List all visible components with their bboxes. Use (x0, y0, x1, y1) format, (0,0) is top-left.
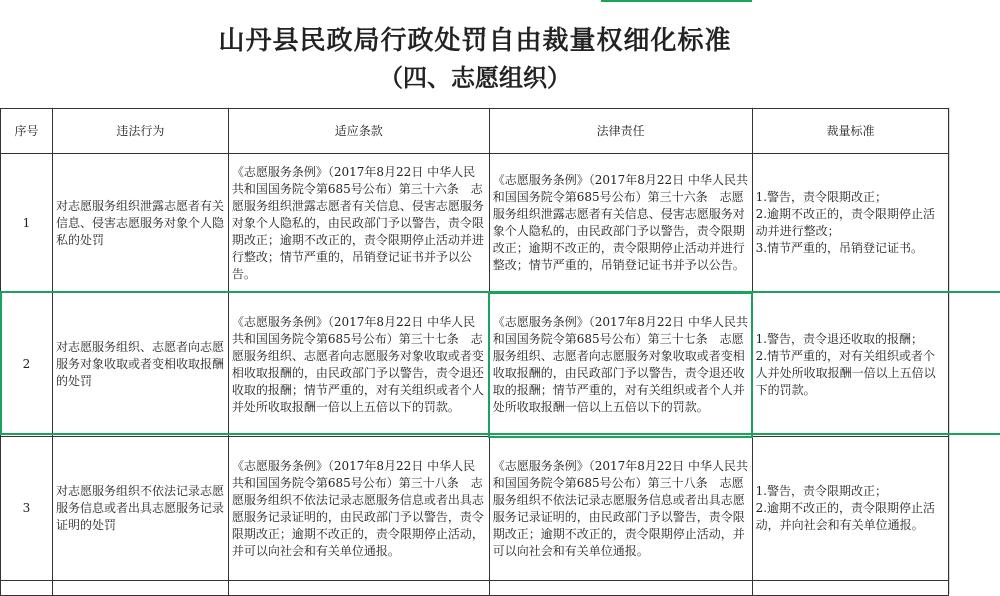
behavior-cell[interactable]: 对志愿服务组织、志愿者向志愿服务对象收取或者变相收取报酬的处罚 (52, 293, 228, 437)
clause-cell[interactable]: 《志愿服务条例》（2017年8月22日 中华人民共和国国务院令第685号公布）第三十七条 志愿服务组织、志愿者向志愿服务对象收取或者变相收取报酬的，由民政部门予以警告，责令退还收取的报酬；情节严重的，对有关组织或者个人并处所收取报酬一倍以上五倍以下的罚款。 (228, 293, 489, 437)
empty-cell[interactable] (52, 581, 228, 596)
empty-cell[interactable] (228, 581, 489, 596)
empty-cell[interactable] (949, 293, 1000, 437)
header-cell-standard[interactable]: 裁量标准 (752, 109, 949, 154)
empty-cell[interactable] (1, 581, 53, 596)
table-row (1, 437, 1000, 581)
empty-cell[interactable] (949, 109, 1000, 154)
liability-cell-selected[interactable]: 《志愿服务条例》（2017年8月22日 中华人民共和国国务院令第685号公布）第三十七条 志愿服务组织、志愿者向志愿服务对象收取或者变相收取报酬的，由民政部门予以警告，责令退还收取的报酬；情节严重的，对有关组织或者个人并处所收取报酬一倍以上五倍以下的罚款。 (489, 293, 752, 437)
table-row (1, 293, 1000, 437)
liability-cell[interactable]: 《志愿服务条例》（2017年8月22日 中华人民共和国国务院令第685号公布）第三十八条 志愿服务组织不依法记录志愿服务信息或者出具志愿服务记录证明的，由民政部门予以警告，责令限期改正；逾期不改正的，责令限期停止活动，并可以向社会和有关单位通报。 (489, 437, 752, 581)
empty-cell[interactable] (489, 581, 752, 596)
standard-cell[interactable]: 1.警告，责令限期改正； 2.逾期不改正的，责令限期停止活动并进行整改； 3.情节严重的，吊销登记证书。 (752, 154, 949, 293)
table-row (1, 154, 1000, 293)
behavior-cell[interactable]: 对志愿服务组织不依法记录志愿服务信息或者出具志愿服务记录证明的处罚 (52, 437, 228, 581)
standard-cell[interactable]: 1.警告，责令限期改正； 2.逾期不改正的，责令限期停止活动，并向社会和有关单位通报。 (752, 437, 949, 581)
header-row (1, 109, 1000, 154)
row-number-cell[interactable]: 3 (1, 437, 53, 581)
clause-cell[interactable]: 《志愿服务条例》（2017年8月22日 中华人民共和国国务院令第685号公布）第三十八条 志愿服务组织不依法记录志愿服务信息或者出具志愿服务记录证明的，由民政部门予以警告，责令限期改正；逾期不改正的，责令限期停止活动，并可以向社会和有关单位通报。 (228, 437, 489, 581)
empty-cell[interactable] (752, 581, 949, 596)
header-cell-no[interactable]: 序号 (1, 109, 53, 154)
header-cell-liability[interactable]: 法律责任 (489, 109, 752, 154)
header-cell-clause[interactable]: 适应条款 (228, 109, 489, 154)
liability-cell[interactable]: 《志愿服务条例》（2017年8月22日 中华人民共和国国务院令第685号公布）第三十六条 志愿服务组织泄露志愿者有关信息、侵害志愿服务对象个人隐私的，由民政部门予以警告，责令限期改正；逾期不改正的，责令限期停止活动并进行整改；情节严重的，吊销登记证书并予以公告。 (489, 154, 752, 293)
empty-cell[interactable] (949, 154, 1000, 293)
empty-cell[interactable] (949, 581, 1000, 596)
clause-cell[interactable]: 《志愿服务条例》（2017年8月22日 中华人民共和国国务院令第685号公布）第三十六条 志愿服务组织泄露志愿者有关信息、侵害志愿服务对象个人隐私的，由民政部门予以警告，责令限期改正；逾期不改正的，责令限期停止活动并进行整改；情节严重的，吊销登记证书并予以公告。 (228, 154, 489, 293)
data-table (0, 108, 1000, 596)
column-highlight (601, 0, 752, 2)
page-subtitle[interactable]: （四、志愿组织） (0, 58, 950, 93)
header-cell-behavior[interactable]: 违法行为 (52, 109, 228, 154)
page-title[interactable]: 山丹县民政局行政处罚自由裁量权细化标准 (0, 20, 950, 57)
standard-cell[interactable]: 1.警告，责令退还收取的报酬； 2.情节严重的，对有关组织或者个人并处所收取报酬一倍以上五倍以下的罚款。 (752, 293, 949, 437)
row-number-cell[interactable]: 2 (1, 293, 53, 437)
behavior-cell[interactable]: 对志愿服务组织泄露志愿者有关信息、侵害志愿服务对象个人隐私的处罚 (52, 154, 228, 293)
table-row-partial (1, 581, 1000, 596)
row-number-cell[interactable]: 1 (1, 154, 53, 293)
title-area (0, 0, 1000, 107)
empty-cell[interactable] (949, 437, 1000, 581)
